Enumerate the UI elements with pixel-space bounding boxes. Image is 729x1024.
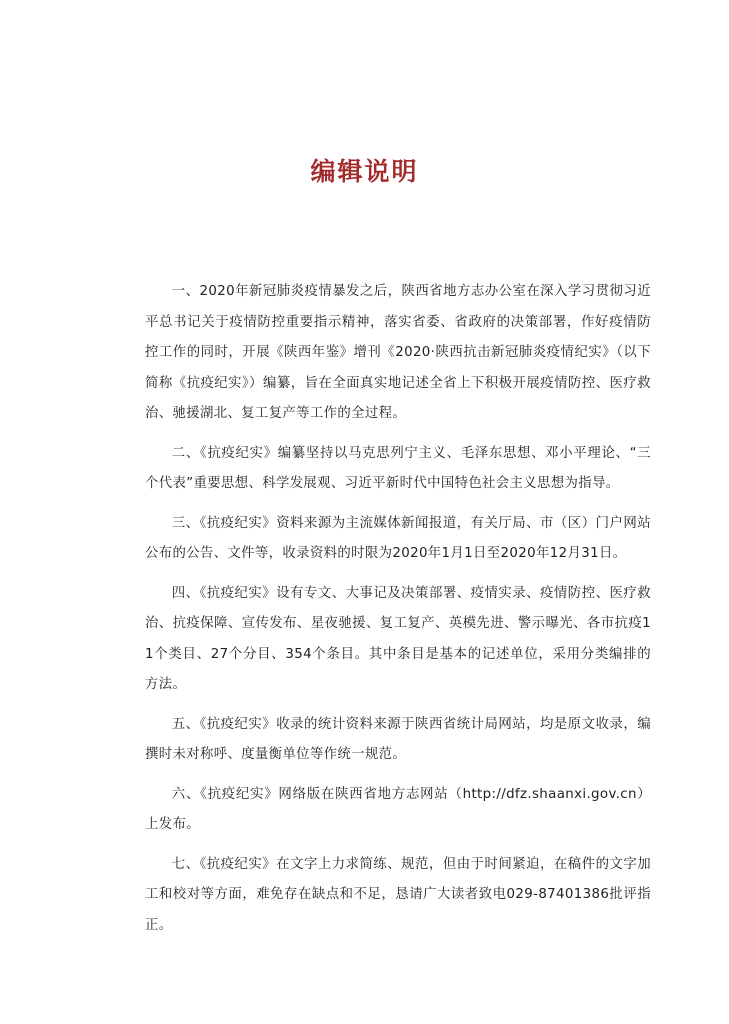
paragraph-6: 六、《抗疫纪实》网络版在陕西省地方志网站（http://dfz.shaanxi.gov.cn）上发布。: [145, 786, 651, 832]
paragraph-5: 五、《抗疫纪实》收录的统计资料来源于陕西省统计局网站，均是原文收录，编撰时未对称呼、度量衡单位等作统一规范。: [145, 716, 651, 762]
paragraph-2: 二、《抗疫纪实》编纂坚持以马克思列宁主义、毛泽东思想、邓小平理论、“三个代表”重要思想、科学发展观、习近平新时代中国特色社会主义思想为指导。: [145, 445, 651, 491]
paragraph-1: 一、2020年新冠肺炎疫情暴发之后，陕西省地方志办公室在深入学习贯彻习近平总书记关于疫情防控重要指示精神，落实省委、省政府的决策部署，作好疫情防控工作的同时，开展《陕西年鉴》增刊《2020·陕西抗击新冠肺炎疫情纪实》（以下简称《抗疫纪实》）编纂，旨在全面真实地记述全省上下积极开展疫情防控、医疗救治、驰援湖北、复工复产等工作的全过程。: [145, 284, 651, 421]
paragraph-4: 四、《抗疫纪实》设有专文、大事记及决策部署、疫情实录、疫情防控、医疗救治、抗疫保障、宣传发布、星夜驰援、复工复产、英模先进、警示曝光、各市抗疫11个类目、27个分目、354个条目。其中条目是基本的记述单位，采用分类编排的方法。: [145, 585, 651, 692]
document-body: [145, 277, 651, 950]
page-title: 编辑说明: [310, 157, 419, 186]
paragraph-3: 三、《抗疫纪实》资料来源为主流媒体新闻报道，有关厅局、市（区）门户网站公布的公告、文件等，收录资料的时限为2020年1月1日至2020年12月31日。: [145, 515, 651, 561]
paragraph-7: 七、《抗疫纪实》在文字上力求简练、规范，但由于时间紧迫，在稿件的文字加工和校对等方面，难免存在缺点和不足，恳请广大读者致电029-87401386批评指正。: [145, 856, 651, 933]
